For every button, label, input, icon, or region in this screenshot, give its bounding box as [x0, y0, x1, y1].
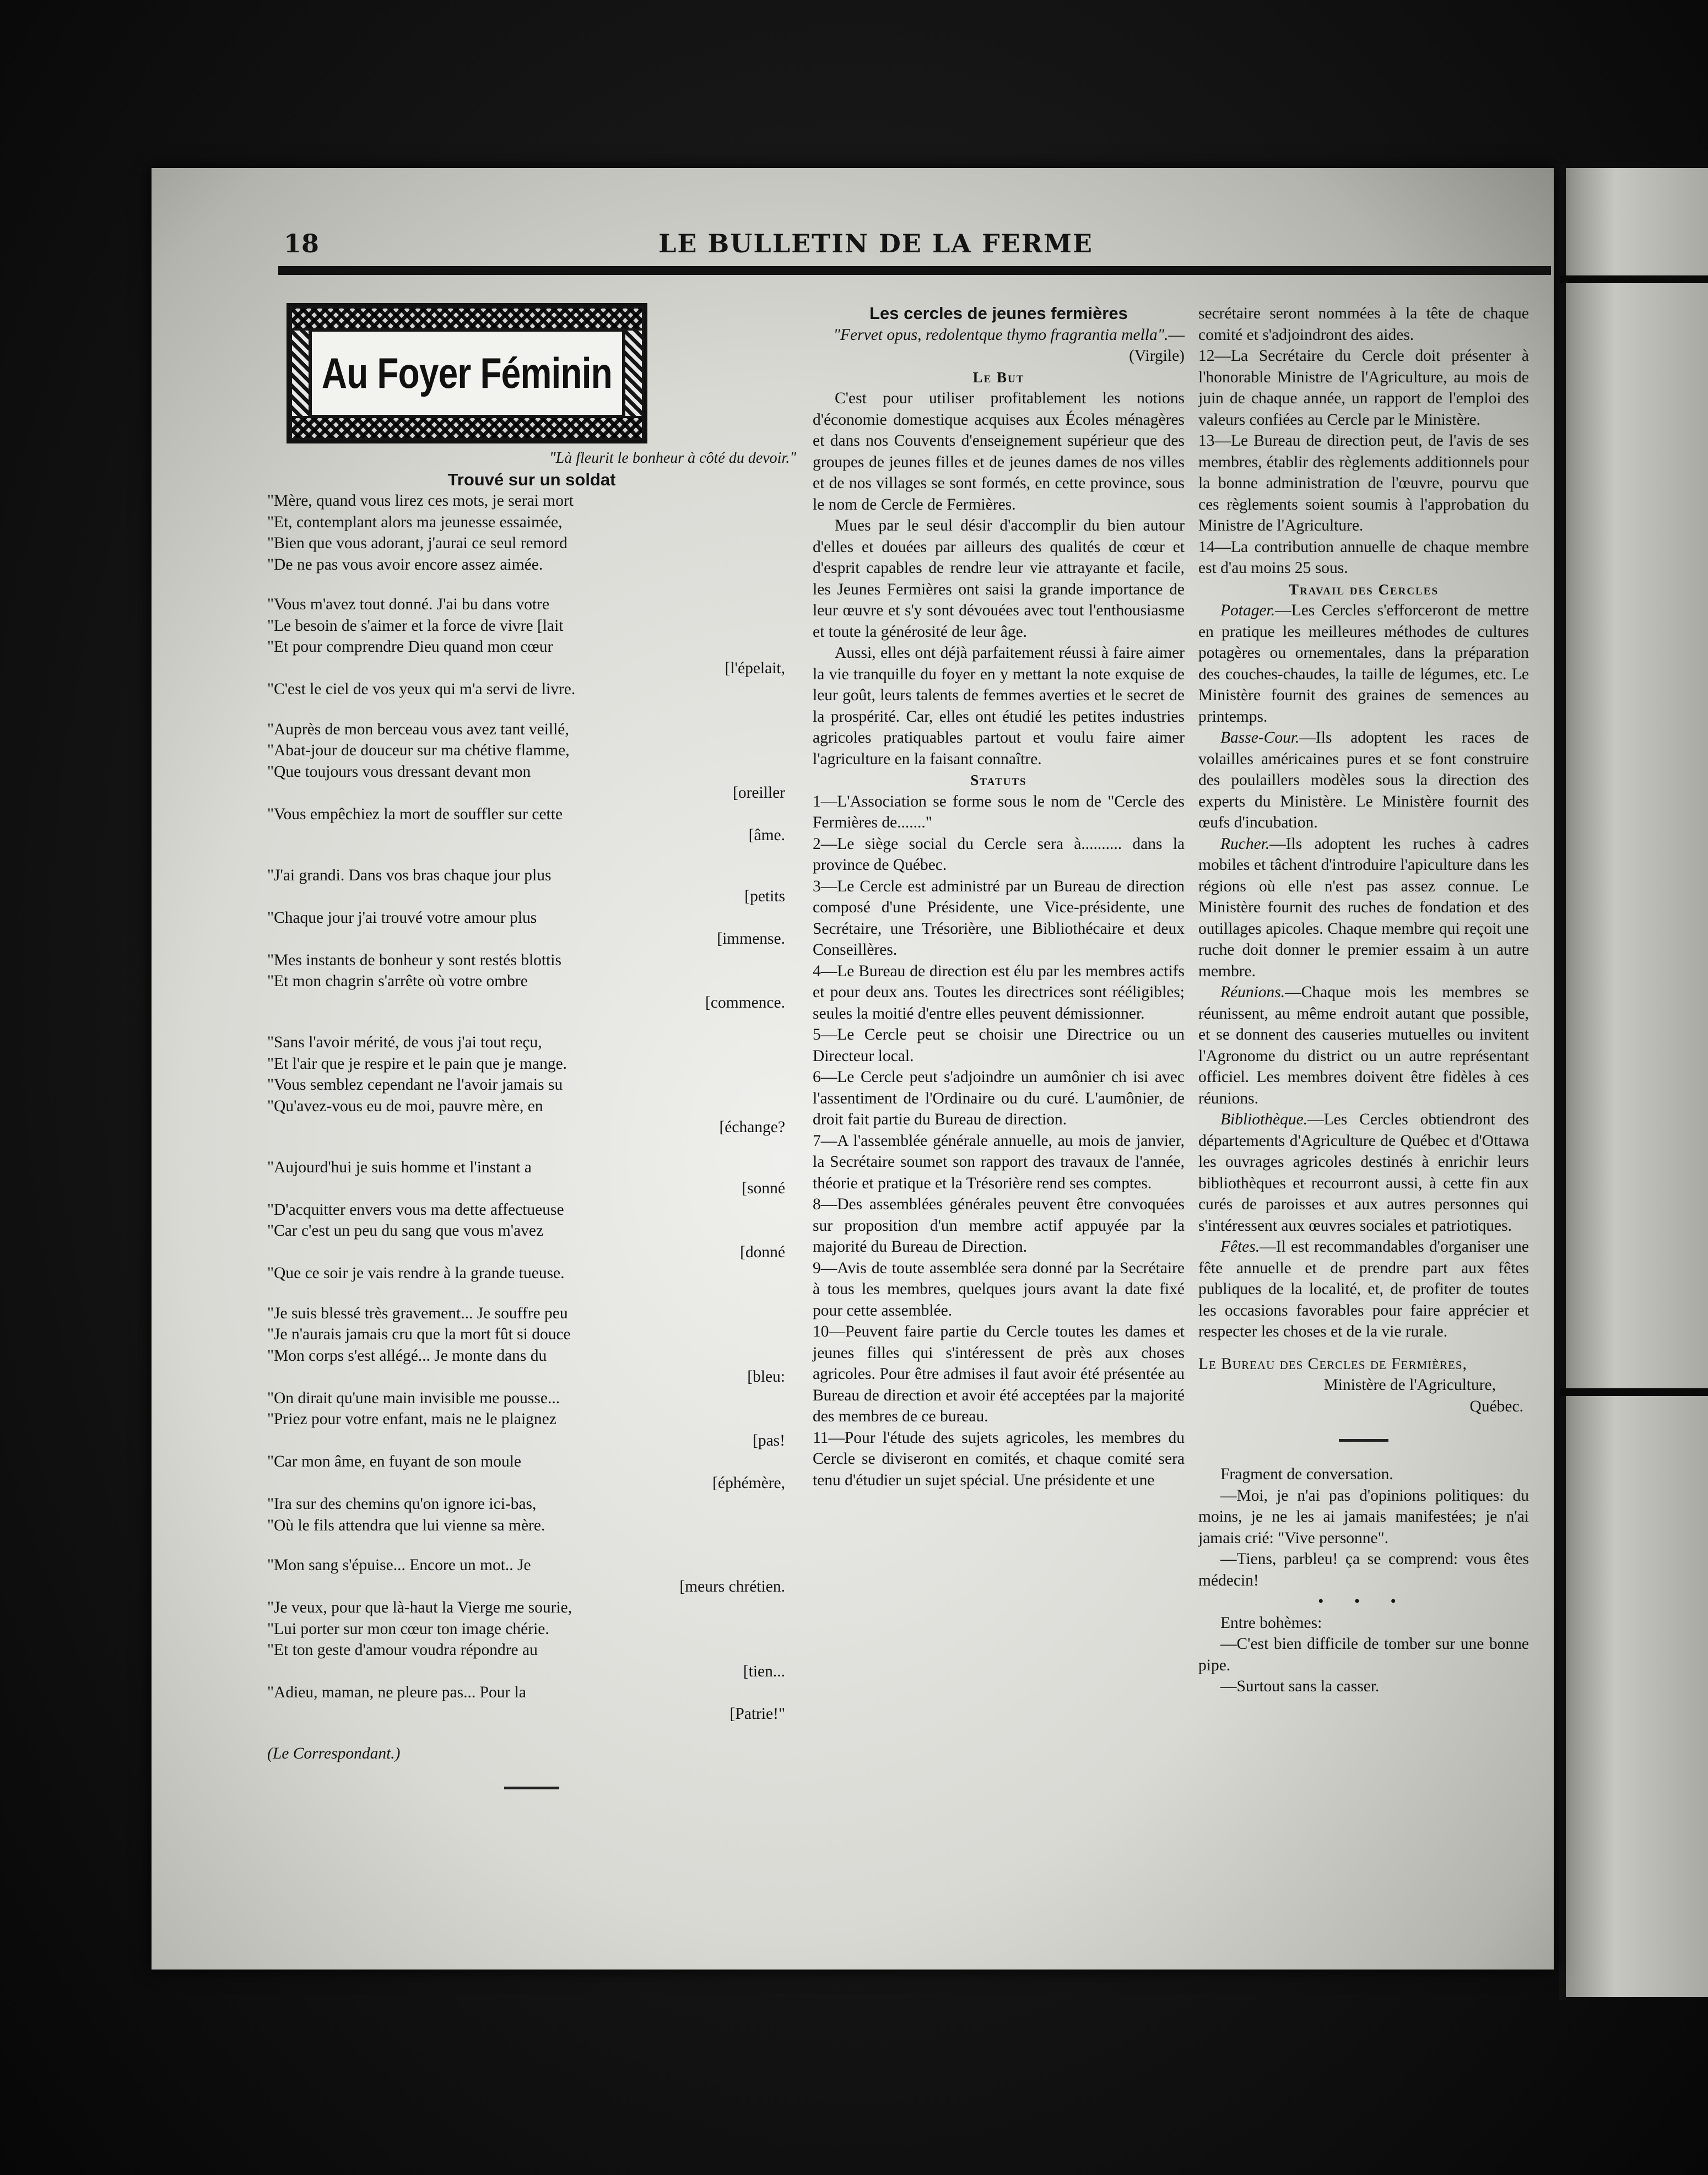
section-motto: "Là fleurit le bonheur à côté du devoir." — [549, 450, 796, 467]
article-paragraph: Aussi, elles ont déjà parfaitement réussi à faire aimer la vie tranquille du foyer en y mettant la note exquise de leur goût, leurs talents de femmes averties et le secret de la prospérité. Car, elles ont étudié les petites industries agricoles pratiquables partout et voulu faire aimer l'agriculture en la faisant connaître. — [813, 644, 1185, 768]
poem-line: "Mère, quand vous lirez ces mots, je serai mort — [267, 492, 574, 510]
goal-paragraphs — [813, 388, 1185, 770]
poem-stanza — [267, 1555, 796, 1724]
anecdote-line: —Surtout sans la casser. — [1220, 1678, 1380, 1695]
bohemians-anecdote — [1198, 1613, 1529, 1697]
poem-line: "Lui porter sur mon cœur ton image chérie. — [267, 1620, 549, 1638]
work-text: —Les Cercles obtiendront des départements d'Agriculture de Québec et d'Ottawa les ouvrages agricoles destinés à enrichir leurs bibliothèques et recourront aussi, à cette fin aux curés de paroisses et aux autres personnes qui s'intéressent aux œuvres sociales et patriotiques. — [1198, 1111, 1529, 1235]
poem-line: "Qu'avez-vous eu de moi, pauvre mère, en — [267, 1097, 543, 1115]
poem-line: [bleu: — [747, 1368, 785, 1386]
page-gutter-shadow — [1559, 165, 1566, 2000]
signature-line: Québec. — [1469, 1397, 1523, 1415]
anecdote-line: —C'est bien difficile de tomber sur une bonne pipe. — [1198, 1635, 1529, 1674]
poem-line: "Et pour comprendre Dieu quand mon cœur — [267, 638, 553, 656]
section-divider — [1339, 1439, 1388, 1442]
signature-line: Le Bureau des Cercles de Fermières, — [1198, 1355, 1467, 1373]
poem-line: "Que toujours vous dressant devant mon — [267, 762, 531, 781]
statutes-list — [813, 791, 1185, 1491]
newspaper-page — [152, 168, 1554, 1970]
anecdote-line: Entre bohèmes: — [1220, 1614, 1322, 1632]
poem-line: "Le besoin de s'aimer et la force de vivre [lait — [267, 616, 564, 635]
work-term: Potager. — [1220, 602, 1275, 619]
poem-line: "Car c'est un peu du sang que vous m'avez — [267, 1222, 544, 1240]
poem-title: Trouvé sur un soldat — [447, 469, 616, 489]
conversation-fragment — [1198, 1464, 1529, 1591]
statute-item: 9—Avis de toute assemblée sera donné par la Secrétaire à tous les membres, quelques jours avant la date fixé pour cette assemblée. — [813, 1259, 1185, 1319]
column-cercles-continued — [1198, 303, 1529, 1697]
poem-line: [âme. — [748, 826, 785, 844]
work-term: Bibliothèque. — [1220, 1111, 1308, 1128]
poem-line: [oreiller — [733, 784, 785, 802]
statute-item: 12—La Secrétaire du Cercle doit présenter à l'honorable Ministre de l'Agriculture, au mois de juin de chaque année, un rapport de l'emploi des valeurs confiées au Cercle par le Ministère. — [1198, 347, 1529, 429]
work-item — [1198, 600, 1529, 727]
statute-item: 14—La contribution annuelle de chaque membre est d'au moins 25 sous. — [1198, 538, 1529, 577]
poem — [267, 490, 796, 1724]
column-cercles-article — [813, 303, 1185, 1491]
work-item — [1198, 727, 1529, 834]
poem-stanza — [267, 490, 796, 575]
poem-line: "On dirait qu'une main invisible me pousse... — [267, 1389, 560, 1407]
poem-line: "Bien que vous adorant, j'aurai ce seul remord — [267, 534, 567, 552]
poem-line: [donné — [740, 1243, 785, 1261]
article-paragraph: C'est pour utiliser profitablement les notions d'économie domestique acquises aux Écoles ménagères et dans nos Couvents d'enseignement supérieur que des groupes de jeunes filles et de jeunes dames de nos villes et de nos villages se sont formés, en cette province, sous le nom de Cercle de Fermières. — [813, 389, 1185, 513]
poem-line: [meurs chrétien. — [679, 1577, 785, 1595]
section-title: Au Foyer Féminin — [321, 349, 613, 398]
poem-stanza — [267, 865, 796, 1014]
adjacent-page-rule — [1560, 1388, 1708, 1396]
work-item — [1198, 834, 1529, 982]
poem-line: "Abat-jour de douceur sur ma chétive flamme, — [267, 742, 570, 759]
poem-line: [pas! — [753, 1431, 785, 1449]
fragment-line: —Tiens, parbleu! ça se comprend: vous êtes médecin! — [1198, 1550, 1529, 1589]
section-divider — [504, 1787, 559, 1789]
statutes-continued — [1198, 303, 1529, 579]
page-number: 18 — [284, 229, 320, 258]
ornament-border — [625, 331, 642, 416]
article-paragraph: Mues par le seul désir d'accomplir du bien autour d'elles et douées par ailleurs des qualités de cœur et d'esprit capables de rendre leur vie attrayante et facile, les Jeunes Fermières ont saisi la grande importance de leur œuvre et s'y sont dévouées avec tout l'enthousiasme et toute la générosité de leur âge. — [813, 517, 1185, 641]
poem-line: "Adieu, maman, ne pleure pas... Pour la — [267, 1684, 526, 1701]
poem-line: "Mon corps s'est allégé... Je monte dans du — [267, 1346, 547, 1365]
dinkus: • • • — [1318, 1593, 1409, 1610]
poem-line: "De ne pas vous avoir encore assez aimée. — [267, 555, 543, 573]
article-title: Les cercles de jeunes fermières — [869, 304, 1128, 323]
poem-line: "Auprès de mon berceau vous avez tant veillé, — [267, 720, 569, 738]
work-term: Fêtes. — [1220, 1238, 1260, 1256]
work-term: Rucher. — [1220, 835, 1270, 853]
statute-item: secrétaire seront nommées à la tête de chaque comité et s'adjoindront des aides. — [1198, 305, 1529, 344]
poem-line: [petits — [744, 888, 785, 905]
poem-line: "Vous empêchiez la mort de souffler sur cette — [267, 805, 563, 823]
statute-item: 5—Le Cercle peut se choisir une Directrice ou un Directeur local. — [813, 1026, 1185, 1065]
poem-line: "Je veux, pour que là-haut la Vierge me sourie, — [267, 1599, 572, 1616]
column-foyer-feminin — [267, 303, 796, 1789]
poem-credit: (Le Correspondant.) — [267, 1745, 401, 1762]
poem-line: "Où le fils attendra que lui vienne sa mère. — [267, 1516, 545, 1534]
poem-line: "Mon sang s'épuise... Encore un mot.. Je — [267, 1556, 531, 1574]
work-item — [1198, 1109, 1529, 1236]
poem-line: "Vous semblez cependant ne l'avoir jamais su — [267, 1076, 563, 1094]
poem-line: "Aujourd'hui je suis homme et l'instant a — [267, 1158, 532, 1176]
poem-line: "C'est le ciel de vos yeux qui m'a servi de livre. — [267, 680, 576, 698]
poem-line: "Car mon âme, en fuyant de son moule — [267, 1453, 521, 1470]
ornament-border — [292, 331, 309, 416]
statute-item: 3—Le Cercle est administré par un Bureau de direction composé d'une Présidente, une Vice-présidente, une Secrétaire, une Trésorière, une Bibliothécaire et deux Conseillères. — [813, 877, 1185, 959]
poem-stanza — [267, 719, 796, 846]
work-item — [1198, 982, 1529, 1109]
work-text: —Il est recommandables d'organiser une fête annuelle et de prendre part aux fêtes publiques de la localité, et, de profiter de toutes les occasions favorables pour faire apprécier et respecter les choses et de la vie rurale. — [1198, 1238, 1529, 1340]
subhead-goal: Le But — [972, 369, 1025, 386]
epigraph-author: —(Virgile) — [1129, 326, 1185, 365]
poem-line: "Ira sur des chemins qu'on ignore ici-bas, — [267, 1495, 537, 1513]
statute-item: 4—Le Bureau de direction est élu par les membres actifs et pour deux ans. Toutes les directrices sont rééligibles; seules la moitié d'entre elles peuvent démissionner. — [813, 962, 1185, 1022]
work-text: —Ils adoptent les ruches à cadres mobiles et tâchent d'introduire l'apiculture dans les régions où elle n'est pas assez connue. Le Ministère fournit des ruches de fondation et des outillages apicoles. Chaque membre qui reçoit une ruche doit donner le premier essaim à un autre membre. — [1198, 835, 1529, 980]
poem-stanza — [267, 1032, 796, 1138]
epigraph — [813, 324, 1185, 367]
work-item — [1198, 1236, 1529, 1343]
work-of-circles — [1198, 600, 1529, 1343]
work-term: Réunions. — [1220, 983, 1285, 1001]
statute-item: 13—Le Bureau de direction peut, de l'avis de ses membres, établir des règlements additionnels pour la bonne administration de l'œuvre, pourvu que ces règlements soient soumis à l'approbation du Ministre de l'Agriculture. — [1198, 432, 1529, 534]
poem-line: [sonné — [742, 1180, 785, 1197]
fragment-line: —Moi, je n'ai pas d'opinions politiques: du moins, je ne les ai jamais manifestées; je n'ai jamais crié: "Vive personne". — [1198, 1486, 1529, 1547]
poem-line: "Et, contemplant alors ma jeunesse essaimée, — [267, 513, 563, 531]
statute-item: 6—Le Cercle peut s'adjoindre un aumônier ch isi avec l'assentiment de l'Ordinaire ou du curé. L'aumônier, de droit fait partie du Bureau de direction. — [813, 1068, 1185, 1128]
poem-line: "Mes instants de bonheur y sont restés blottis — [267, 951, 561, 969]
poem-stanza — [267, 1303, 796, 1536]
poem-line: [commence. — [705, 993, 785, 1011]
poem-line: "Et ton geste d'amour voudra répondre au — [267, 1641, 538, 1659]
work-text: —Les Cercles s'efforceront de mettre en pratique les meilleures méthodes de cultures potagères ou ornementales, dans la préparation des couches-chaudes, la taille de légumes, etc. Le Ministère fournit des graines de semences au printemps. — [1198, 602, 1529, 726]
statute-item: 1—L'Association se forme sous le nom de "Cercle des Fermières de......." — [813, 792, 1185, 831]
poem-line: "Et mon chagrin s'arrête où votre ombre — [267, 972, 528, 990]
statute-item: 7—A l'assemblée générale annuelle, au mois de janvier, la Secrétaire soumet son rapport des travaux de l'année, théorie et pratique et la Trésorière rend ses comptes. — [813, 1132, 1185, 1192]
fragment-line: Fragment de conversation. — [1220, 1465, 1393, 1483]
section-title-box — [287, 303, 647, 443]
statute-item: 2—Le siège social du Cercle sera à.......... dans la province de Québec. — [813, 835, 1185, 874]
statute-item: 11—Pour l'étude des sujets agricoles, les membres du Cercle se diviseront en comités, et chaque comité sera tenu d'étudier un sujet spécial. Une présidente et une — [813, 1429, 1185, 1489]
poem-line: "D'acquitter envers vous ma dette affectueuse — [267, 1200, 564, 1219]
subhead-statutes: Statuts — [970, 772, 1027, 788]
adjacent-page-edge — [1565, 168, 1708, 1997]
poem-line: "Sans l'avoir mérité, de vous j'ai tout reçu, — [267, 1034, 542, 1051]
ornament-border — [292, 309, 642, 328]
work-text: —Chaque mois les membres se réunissent, au même endroit autant que possible, et se donnent des causeries mutuelles ou invitent l'Agronome du district ou un autre représentant officiel. Les membres doivent être fidèles à ces réunions. — [1198, 983, 1529, 1107]
poem-line: [Patrie!" — [729, 1705, 785, 1723]
poem-line: [immense. — [717, 930, 785, 948]
poem-line: "Je suis blessé très gravement... Je souffre peu — [267, 1304, 568, 1322]
poem-line: [tien... — [743, 1662, 785, 1680]
poem-line: "Je n'aurais jamais cru que la mort fût si douce — [267, 1325, 571, 1343]
poem-line: "Et l'air que je respire et le pain que je mange. — [267, 1054, 567, 1073]
poem-line: "Vous m'avez tout donné. J'ai bu dans votre — [267, 596, 550, 613]
poem-line: [échange? — [719, 1118, 785, 1136]
adjacent-page-rule — [1560, 275, 1708, 283]
signature-line: Ministère de l'Agriculture, — [1323, 1376, 1496, 1394]
poem-line: "Chaque jour j'ai trouvé votre amour plus — [267, 908, 537, 927]
signature-block — [1198, 1354, 1529, 1417]
section-title-panel — [312, 332, 622, 415]
poem-stanza — [267, 1157, 796, 1284]
ornament-border — [292, 418, 642, 438]
statute-item: 10—Peuvent faire partie du Cercle toutes les dames et jeunes filles qui s'intéressent de près aux choses agricoles. Pour être admises il faut avoir été présentée au Bureau de direction et avoir été acceptées par la majorité des membres de ce bureau. — [813, 1323, 1185, 1425]
work-term: Basse-Cour. — [1220, 729, 1300, 746]
poem-line: "Que ce soir je vais rendre à la grande tueuse. — [267, 1264, 565, 1282]
statute-item: 8—Des assemblées générales peuvent être convoquées sur proposition d'un membre actif appuyée par la majorité du Bureau de Direction. — [813, 1195, 1185, 1256]
poem-line: [éphémère, — [712, 1474, 785, 1492]
poem-stanza — [267, 594, 796, 700]
running-title: LE BULLETIN DE LA FERME — [658, 229, 1093, 258]
poem-line: [l'épelait, — [725, 659, 785, 677]
epigraph-text: "Fervet opus, redolentque thymo fragrantia mella". — [833, 326, 1169, 344]
header-rule — [278, 266, 1551, 275]
poem-line: "Priez pour votre enfant, mais ne le plaignez — [267, 1410, 556, 1428]
subhead-work: Travail des Cercles — [1288, 581, 1439, 598]
poem-line: "J'ai grandi. Dans vos bras chaque jour plus — [267, 866, 552, 884]
work-text: —Ils adoptent les races de volailles américaines pures et se font construire des poulaillers modèles sous la direction des experts du Ministère. Le Ministère fournit des œufs d'incubation. — [1198, 729, 1529, 831]
